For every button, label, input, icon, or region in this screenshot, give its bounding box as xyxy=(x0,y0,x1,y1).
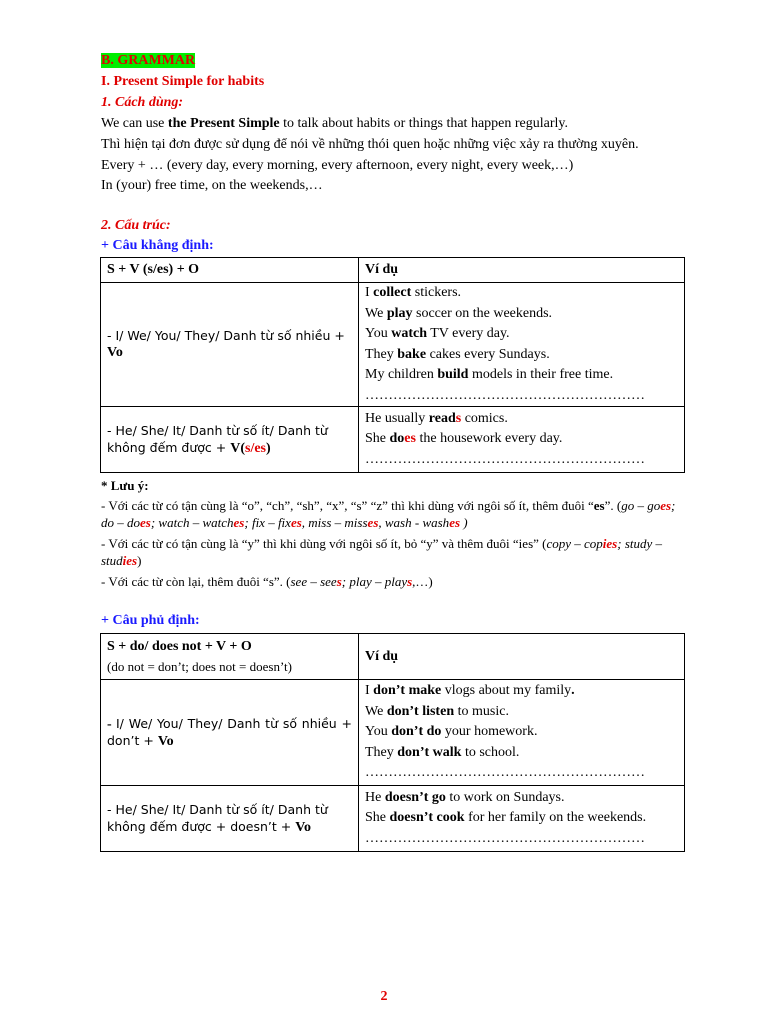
table-row xyxy=(101,407,685,473)
example-sentence: You watch TV every day. xyxy=(365,326,510,341)
example-sentence: She doesn’t cook for her family on the weekends. xyxy=(365,810,647,826)
formula-cell: S + V (s/es) + O xyxy=(101,258,359,283)
example-sentence: We don’t listen to music. xyxy=(365,703,509,719)
examples-cell xyxy=(359,283,685,407)
affirmative-table xyxy=(100,257,685,473)
example-header-cell: Ví dụ xyxy=(359,258,685,283)
note-3: - Với các từ còn lại, thêm đuôi “s”. (see – sees; play – plays,…) xyxy=(101,574,433,589)
subsection-title: I. Present Simple for habits xyxy=(101,74,265,89)
usage-line-2: Thì hiện tại đơn được sử dụng để nói về những thói quen hoặc những việc xảy ra thường xuyên. xyxy=(101,137,639,152)
affirmative-heading: + Câu khẳng định: xyxy=(101,238,214,253)
table-row xyxy=(101,786,685,852)
example-sentence: He doesn’t go to work on Sundays. xyxy=(365,789,565,805)
example-sentence: You don’t do your homework. xyxy=(365,724,538,740)
examples-cell xyxy=(359,786,685,852)
usage-line-3: Every + … (every day, every morning, every afternoon, every night, every week,…) xyxy=(101,158,574,173)
example-sentence: We play soccer on the weekends. xyxy=(365,305,553,321)
example-sentence: He usually reads comics. xyxy=(365,410,508,426)
example-header-cell: Ví dụ xyxy=(359,634,685,680)
notes-heading: * Lưu ý: xyxy=(101,478,149,493)
structure-heading: 2. Cấu trúc: xyxy=(101,218,171,233)
example-sentence: They don’t walk to school. xyxy=(365,744,520,760)
section-heading: B. GRAMMAR xyxy=(101,53,196,68)
usage-line-1: We can use the Present Simple to talk about habits or things that happen regularly. xyxy=(101,116,569,131)
page-number: 2 xyxy=(380,989,388,1004)
examples-cell xyxy=(359,407,685,473)
subject-cell: - He/ She/ It/ Danh từ số ít/ Danh từ không đếm được + doesn’t + Vo xyxy=(101,786,359,852)
note-1: - Với các từ có tận cùng là “o”, “ch”, “sh”, “x”, “s” “z” thì khi dùng với ngôi số ít, thêm đuôi “es”. (go – goes; do – does; watch – watches; fix – fixes, miss – misses, wash - washes ) xyxy=(101,498,676,530)
example-sentence: My children build models in their free time. xyxy=(365,367,614,382)
usage-heading: 1. Cách dùng: xyxy=(101,95,184,110)
table-row xyxy=(101,283,685,407)
examples-cell xyxy=(359,680,685,786)
blank-line: …………………………………………………… xyxy=(365,387,645,403)
example-sentence: They bake cakes every Sundays. xyxy=(365,346,550,362)
subject-cell: - I/ We/ You/ They/ Danh từ số nhiều + Vo xyxy=(101,283,359,407)
formula-cell: S + do/ does not + V + O (do not = don’t; does not = doesn’t) xyxy=(101,634,359,680)
subject-cell: - He/ She/ It/ Danh từ số ít/ Danh từ không đếm được + V(s/es) xyxy=(101,407,359,473)
example-sentence: She does the housework every day. xyxy=(365,431,563,447)
usage-line-4: In (your) free time, on the weekends,… xyxy=(101,178,323,193)
subject-cell: - I/ We/ You/ They/ Danh từ số nhiều + don’t + Vo xyxy=(101,680,359,786)
blank-line: …………………………………………………… xyxy=(365,830,645,846)
blank-line: …………………………………………………… xyxy=(365,451,645,467)
example-sentence: I don’t make vlogs about my family. xyxy=(365,683,575,699)
negative-table xyxy=(100,633,685,852)
note-2: - Với các từ có tận cùng là “y” thì khi dùng với ngôi số ít, bỏ “y” và thêm đuôi “ies” (copy – copies; study – studies) xyxy=(101,536,663,568)
table-row xyxy=(101,680,685,786)
table-header-row xyxy=(101,258,685,283)
table-header-row xyxy=(101,634,685,680)
negative-heading: + Câu phủ định: xyxy=(101,613,200,628)
example-sentence: I collect stickers. xyxy=(365,285,462,300)
blank-line: …………………………………………………… xyxy=(365,765,645,781)
